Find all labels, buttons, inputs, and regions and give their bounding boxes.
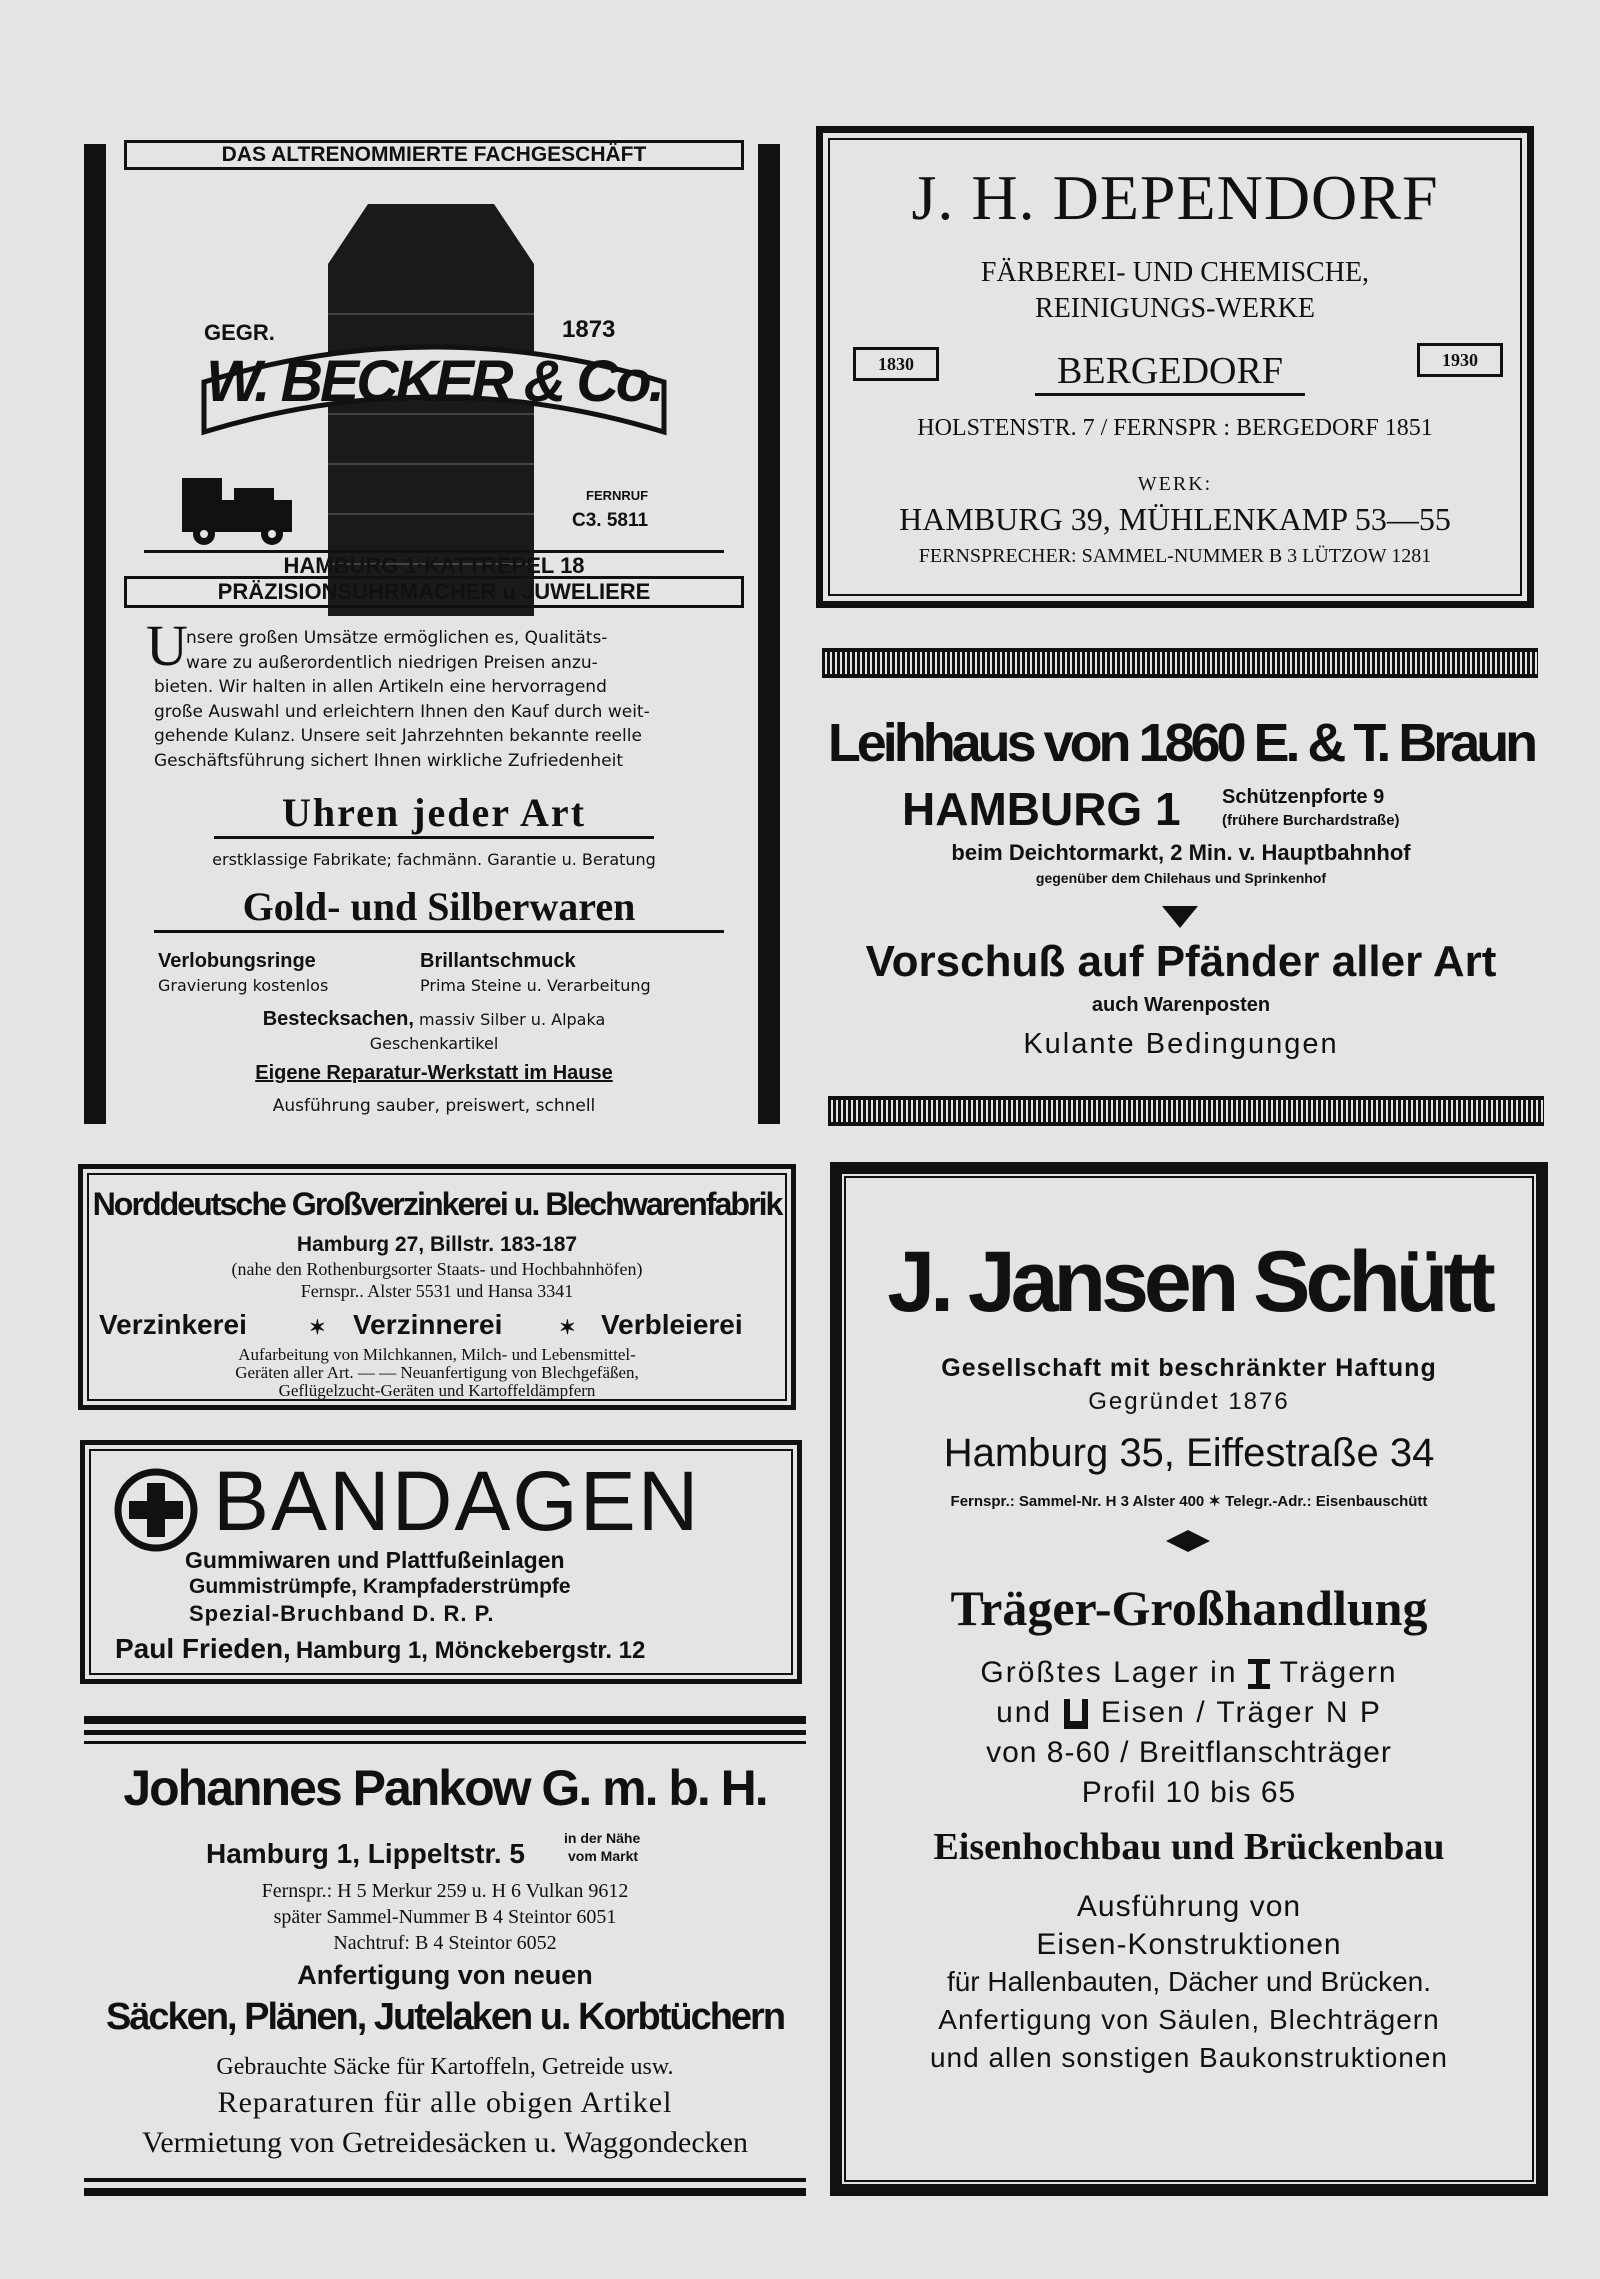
becker-right-bar [758,144,780,1124]
schuett-heading: Träger-Großhandlung [950,1580,1428,1636]
becker-uhren-heading: Uhren jeder Art [214,790,654,839]
dependorf-line1: FÄRBEREI- UND CHEMISCHE, [980,257,1370,288]
becker-col1-sub: Gravierung kostenlos [158,976,329,995]
becker-bestecke [154,1008,714,1031]
divider-stripe [828,1096,1544,1126]
schuett-line-2b: Eisen / Träger N P [1100,1696,1382,1729]
becker-subtitle: PRÄZISIONSUHRMACHER u JUWELIERE [124,576,744,608]
pankow-anfertigung: Anfertigung von neuen [297,1960,593,1990]
schuett-phone: Fernspr.: Sammel-Nr. H 3 Alster 400 ✶ Telegr.-Adr.: Eisenbauschütt [950,1493,1428,1510]
dependorf-werk-label: WERK: [1137,473,1213,495]
pankow-title: Johannes Pankow G. m. b. H. [123,1760,767,1816]
schuett-line-3: von 8-60 / Breitflanschträger [986,1736,1392,1769]
dependorf-fernsprecher: FERNSPRECHER: SAMMEL-NUMMER B 3 LÜTZOW 1281 [918,545,1432,567]
schuett-heading-2: Eisenhochbau und Brückenbau [933,1826,1445,1868]
divider-stripe [822,648,1538,678]
pankow-products: Säcken, Plänen, Jutelaken u. Korbtüchern [105,1996,785,2038]
medical-cross-icon [113,1467,199,1553]
schuett-desc-4: Anfertigung von Säulen, Blechträgern [938,2004,1440,2035]
bandagen-name: Paul Frieden, [115,1633,291,1664]
verzinkerei-near: (nahe den Rothenburgsorter Staats- und Hochbahnhöfen) [231,1259,643,1279]
leihhaus-slogan: Vorschuß auf Pfänder aller Art [865,937,1497,986]
dependorf-address: HOLSTENSTR. 7 / FERNSPR : BERGEDORF 1851 [917,415,1433,441]
leihhaus-opposite: gegenüber dem Chilehaus und Sprinkenhof [1035,870,1327,886]
becker-ausfuehrung: Ausführung sauber, preiswert, schnell [272,1096,596,1116]
schuett-address: Hamburg 35, Eiffestraße 34 [943,1431,1435,1475]
verzinkerei-service-3: Verbleierei [601,1309,743,1340]
pankow-rental: Vermietung von Getreidesäcken u. Waggondecken [142,2126,748,2159]
becker-bestecke-title: Bestecksachen, [262,1008,414,1030]
schuett-company: Gesellschaft mit beschränkter Haftung [941,1354,1437,1382]
schuett-line-1b: Trägern [1279,1656,1398,1689]
becker-col1-title: Verlobungsringe [158,950,316,972]
pankow-address: Hamburg 1, Lippeltstr. 5 [206,1838,525,1869]
intro-line: nsere großen Umsätze ermöglichen es, Qualitäts- [186,628,608,648]
verzinkerei-desc-2: Geräten aller Art. — — Neuanfertigung von Blechgefäßen, [235,1363,639,1382]
leihhaus-also: auch Warenposten [1091,994,1271,1016]
schuett-desc-1: Ausführung von [1076,1890,1302,1923]
dependorf-line2: REINIGUNGS-WERKE [1035,293,1315,324]
bandagen-line2: Gummistrümpfe, Krampfaderstrümpfe [189,1575,571,1598]
becker-col2-title: Brillantschmuck [420,950,576,972]
pankow-near-2: vom Markt [568,1848,639,1864]
becker-intro [154,626,754,773]
becker-ad [84,132,784,1117]
arrow-down-icon [1162,906,1198,928]
dependorf-year-right: 1930 [1417,343,1503,377]
leihhaus-conditions: Kulante Bedingungen [1023,1028,1339,1060]
schuett-line-1a: Größtes Lager in [980,1656,1238,1689]
dependorf-ad [816,126,1534,608]
verzinkerei-service-1: Verzinkerei [99,1309,247,1340]
intro-line: bieten. Wir halten in allen Artikeln eine hervorragend [154,677,607,697]
bandagen-address: Hamburg 1, Mönckebergstr. 12 [295,1637,646,1664]
verzinkerei-phone: Fernspr.. Alster 5531 und Hansa 3341 [300,1281,574,1301]
schuett-title: J. Jansen Schütt [887,1234,1491,1330]
dependorf-name: J. H. DEPENDORF [911,162,1439,233]
bandagen-line3: Spezial-Bruchband D. R. P. [189,1601,495,1626]
schuett-desc-5: und allen sonstigen Baukonstruktionen [929,2042,1448,2073]
leihhaus-location: beim Deichtormarkt, 2 Min. v. Hauptbahnhof [951,840,1411,865]
schuett-line-2a: und [996,1696,1053,1729]
becker-fernruf-label: FERNRUF [586,488,649,503]
schuett-line-4: Profil 10 bis 65 [1081,1776,1297,1809]
leihhaus-city: HAMBURG 1 [902,783,1181,835]
star-icon: ✶ [309,1317,326,1339]
intro-line: ware zu außerordentlich niedrigen Preisen anzu- [186,652,598,673]
schuett-line-2 [846,1696,1532,1730]
schuett-line-1 [846,1656,1532,1690]
i-beam-icon [1248,1659,1270,1689]
verzinkerei-title: Norddeutsche Großverzinkerei u. Blechwarenfabrik [92,1186,782,1222]
bandagen-title: BANDAGEN [213,1454,701,1548]
car-icon [174,470,304,550]
becker-top-banner: DAS ALTRENOMMIERTE FACHGESCHÄFT [124,140,744,170]
becker-address: HAMBURG 1·KATTREPEL 18 [144,550,724,579]
leihhaus-street-note: (frühere Burchardstraße) [1222,812,1400,829]
star-icon: ✶ [559,1317,576,1339]
becker-dropcap: U [146,613,188,678]
schuett-desc-2: Eisen-Konstruktionen [1036,1928,1342,1961]
verzinkerei-address: Hamburg 27, Billstr. 183-187 [296,1233,578,1256]
pankow-ad [78,1756,812,2196]
dependorf-year-left: 1830 [853,347,939,381]
verzinkerei-desc-1: Aufarbeitung von Milchkannen, Milch- und Lebensmittel- [238,1345,636,1364]
leihhaus-street: Schützenpforte 9 [1222,786,1385,808]
pankow-phone-1: Fernspr.: H 5 Merkur 259 u. H 6 Vulkan 9612 [261,1880,629,1902]
bandagen-ad [80,1440,802,1684]
diamond-icon [1166,1530,1210,1552]
pankow-top-rule [84,1741,806,1744]
bandagen-footer [115,1633,645,1665]
pankow-used: Gebrauchte Säcke für Kartoffeln, Getreide usw. [216,2054,674,2080]
becker-bestecke-rest: massiv Silber u. Alpaka [419,1010,606,1029]
becker-left-bar [84,144,106,1124]
intro-line: gehende Kulanz. Unsere seit Jahrzehnten bekannte reelle [154,726,642,746]
pankow-top-rule [84,1730,806,1735]
bandagen-line1: Gummiwaren und Plattfußeinlagen [185,1547,565,1573]
becker-geschenk: Geschenkartikel [369,1034,499,1053]
leihhaus-ad [816,700,1546,1080]
u-channel-icon [1062,1699,1090,1729]
pankow-repairs: Reparaturen für alle obigen Artikel [217,2086,673,2119]
pankow-bottom-rule [84,2178,806,2182]
verzinkerei-ad [78,1164,796,1410]
becker-uhren-sub: erstklassige Fabrikate; fachmänn. Garantie u. Beratung [212,850,656,869]
becker-year: 1873 [562,316,616,343]
becker-gegr: GEGR. [204,320,275,345]
dependorf-city: BERGEDORF [1035,349,1305,396]
becker-logo-text: W. BECKER & Co. [206,349,662,414]
becker-col2-sub: Prima Steine u. Verarbeitung [420,976,651,995]
verzinkerei-service-2: Verzinnerei [353,1309,503,1340]
becker-fernruf-number: C3. 5811 [572,510,649,531]
verzinkerei-desc-3: Geflügelzucht-Geräten und Kartoffeldämpfern [278,1381,596,1400]
schuett-founded: Gegründet 1876 [1088,1388,1290,1415]
intro-line: Geschäftsführung sichert Ihnen wirkliche Zufriedenheit [154,750,624,771]
leihhaus-title: Leihhaus von 1860 E. & T. Braun [827,713,1535,773]
pankow-phone-3: Nachtruf: B 4 Steintor 6052 [333,1932,557,1954]
pankow-near-1: in der Nähe [564,1830,641,1846]
schuett-desc-3: für Hallenbauten, Dächer und Brücken. [946,1966,1432,1997]
pankow-top-rule [84,1716,806,1724]
becker-gold-heading: Gold- und Silberwaren [154,884,724,933]
dependorf-werk-address: HAMBURG 39, MÜHLENKAMP 53—55 [899,501,1451,537]
becker-werkstatt: Eigene Reparatur-Werkstatt im Hause [255,1062,613,1084]
intro-line: große Auswahl und erleichtern Ihnen den Kauf durch weit- [154,701,650,722]
pankow-phone-2: später Sammel-Nummer B 4 Steintor 6051 [273,1906,617,1928]
pankow-bottom-rule [84,2188,806,2196]
schuett-ad [830,1162,1548,2196]
